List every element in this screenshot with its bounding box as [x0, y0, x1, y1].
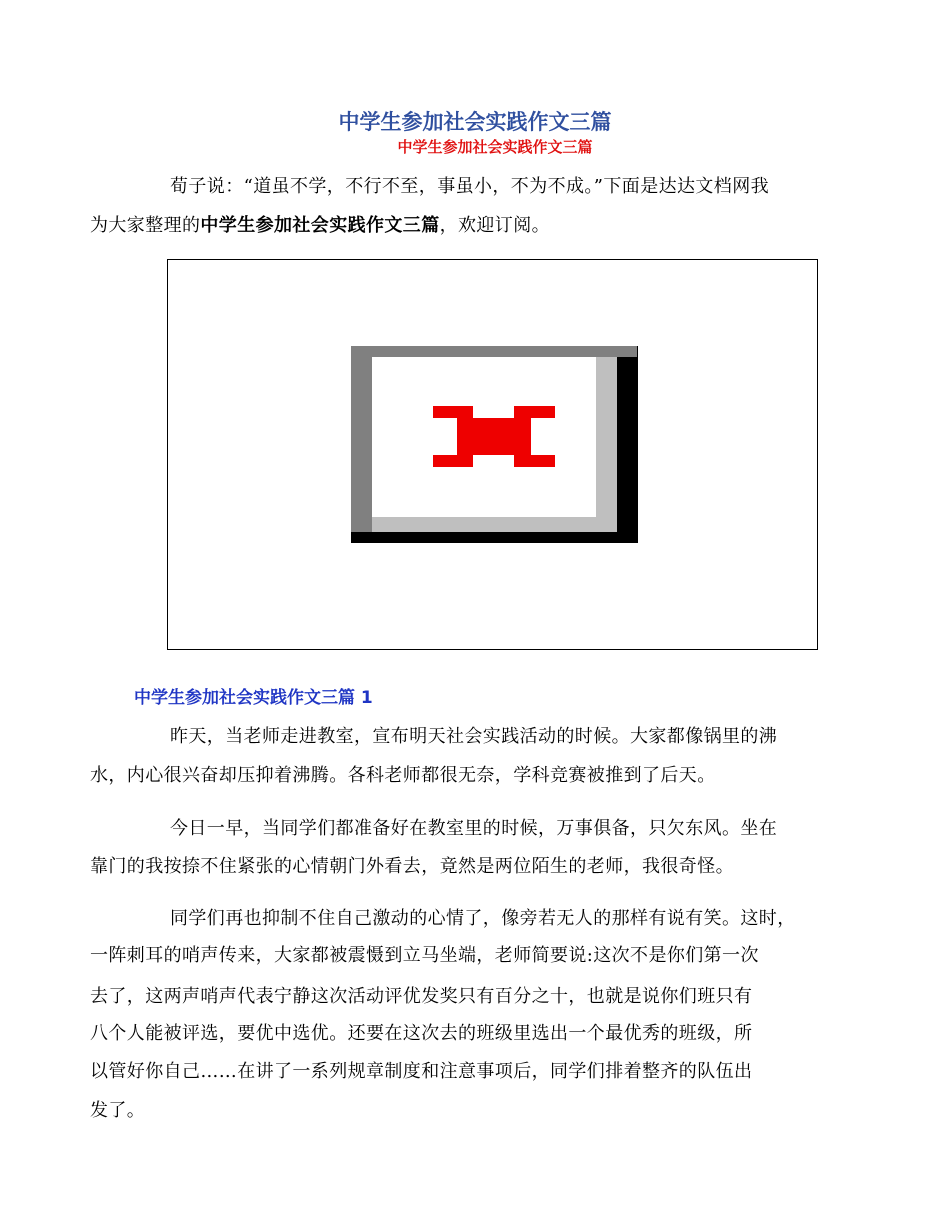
p3-line-6: 发了。 [90, 1100, 146, 1121]
p3-line-3: 去了，这两声哨声代表宁静这次活动评优发奖只有百分之十，也就是说你们班只有 [90, 986, 753, 1007]
p3-line-4: 八个人能被评选，要优中选优。还要在这次去的班级里选出一个最优秀的班级，所 [90, 1023, 753, 1044]
intro-line-2 [90, 211, 550, 237]
p3-line-1: 同学们再也抑制不住自己激动的心情了，像旁若无人的那样有说有笑。这时， [170, 908, 796, 929]
p2-line-1: 今日一早，当同学们都准备好在教室里的时候，万事俱备，只欠东风。坐在 [170, 818, 778, 839]
p2-line-2: 靠门的我按捺不住紧张的心情朝门外看去，竟然是两位陌生的老师，我很奇怪。 [90, 856, 734, 877]
broken-image-icon [351, 346, 638, 543]
document-title: 中学生参加社会实践作文三篇 [338, 110, 612, 134]
intro-bold-title: 中学生参加社会实践作文三篇 [200, 215, 440, 236]
section-1-heading: 中学生参加社会实践作文三篇 1 [134, 688, 373, 708]
intro-prefix: 为大家整理的 [90, 215, 201, 236]
document-subtitle: 中学生参加社会实践作文三篇 [397, 138, 593, 156]
p3-line-2: 一阵刺耳的哨声传来，大家都被震慑到立马坐端，老师简要说:这次不是你们第一次 [90, 945, 759, 966]
p1-line-2: 水，内心很兴奋却压抑着沸腾。各科老师都很无奈，学科竞赛被推到了后天。 [90, 765, 716, 786]
p1-line-1: 昨天，当老师走进教室，宣布明天社会实践活动的时候。大家都像锅里的沸 [170, 726, 778, 747]
intro-line-1: 荀子说：“道虽不学，不行不至，事虽小，不为不成。”下面是达达文档网我 [170, 176, 770, 197]
p3-line-5: 以管好你自己……在讲了一系列规章制度和注意事项后，同学们排着整齐的队伍出 [90, 1061, 753, 1082]
intro-suffix: ，欢迎订阅。 [439, 215, 551, 236]
